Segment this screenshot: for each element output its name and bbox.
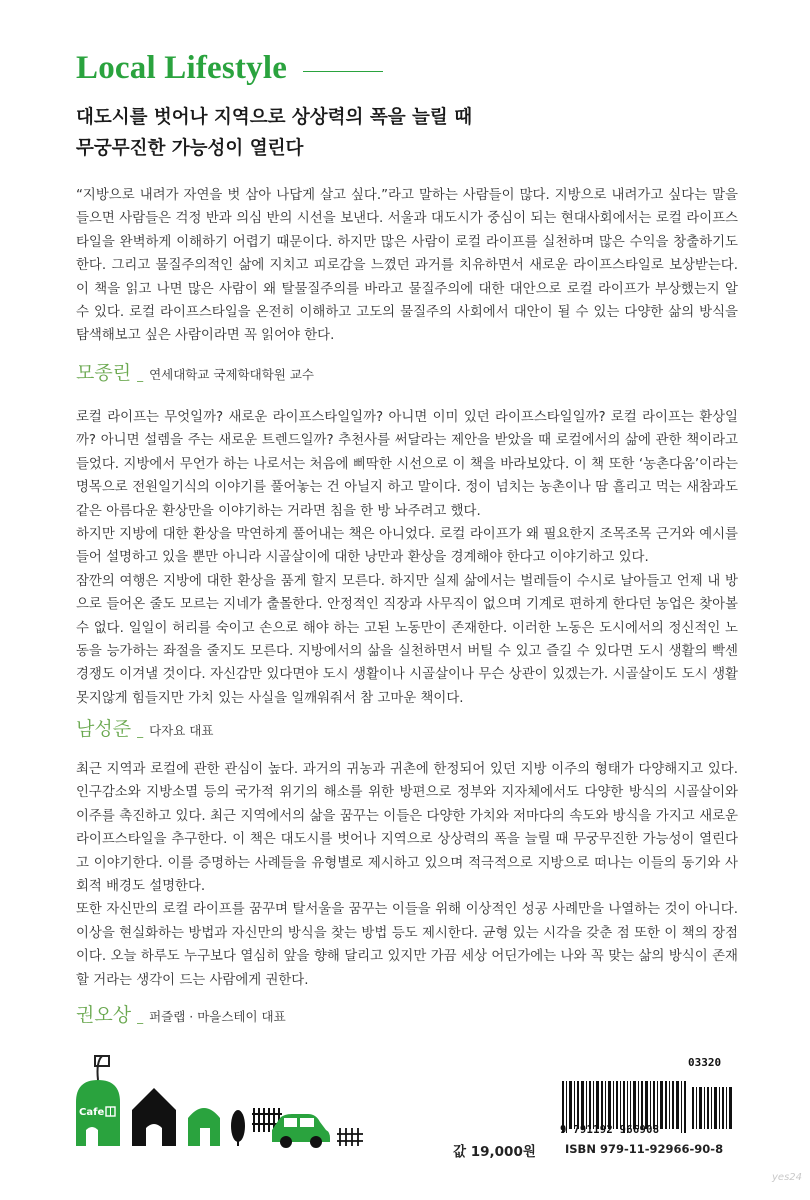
review-2-paragraph: 하지만 지방에 대한 환상을 막연하게 풀어내는 책은 아니었다. 로컬 라이프가 왜 필요한지 조목조목 근거와 예시를 들어 설명하고 있을 뿐만 아니라 시골살이에 대한 낭만과 환상을 경계해야 한다고 이야기하고 있다. — [76, 527, 738, 566]
book-title: Local Lifestyle — [76, 50, 288, 86]
signature-separator: _ — [137, 724, 144, 738]
review-2-paragraph: 잠깐의 여행은 지방에 대한 환상을 품게 할지 모른다. 하지만 실제 삶에서는 벌레들이 수시로 날아들고 언제 내 방으로 들어온 줄도 모르는 지네가 출몰한다. 안정적인 직장과 사무직이 없으며 기계로 편하게 한다던 농업은 찾아볼 수 없다. 일일이 허리를 숙이고 손으로 해야 하는 고된 노동만이 존재한다. 이러한 노동은 도시에서의 정신적인 노동을 능가하는 좌절을 줄지도 모른다. 지방에서의 삶을 실천하면서 버틸 수 있고 즐길 수 있다면 도시 생활의 빡센 경쟁도 이겨낼 것이다. 자신감만 있다면야 도시 생활이나 시골살이나 무슨 상관이 있겠는가. 시골살이도 도시 생활 못지않게 힘들지만 가치 있는 사실을 일깨워줘서 참 고마운 책이다. — [76, 573, 738, 706]
review-2-paragraph: 로컬 라이프는 무엇일까? 새로운 라이프스타일일까? 아니면 이미 있던 라이프스타일일까? 로컬 라이프는 환상일까? 아니면 설렘을 주는 새로운 트렌드일까? 추천사를 써달라는 제안을 받았을 때 로컬에서의 삶에 관한 책이라고 들었다. 지방에서 무언가 하는 나로서는 처음에 삐딱한 시선으로 이 책을 바라보았다. 이 책 또한 ‘농촌다움’이라는 명목으로 전원일기식의 이야기를 풀어놓는 건 아닐지 하고 말이다. 정이 넘치는 농촌이나 땀 흘리고 먹는 새참과도 같은 아름다운 환상만을 이야기하는 거라면 침을 한 방 놔주려고 했다. — [76, 410, 738, 519]
review-3-text — [76, 758, 738, 992]
watermark: yes24 — [772, 1172, 803, 1183]
reviewer-name: 권오상 — [76, 1004, 132, 1026]
barcode-addon: 03320 — [688, 1056, 722, 1069]
barcode-number: 9 791192 966908 — [560, 1124, 660, 1136]
review-1-paragraph: “지방으로 내려가 자연을 벗 삼아 나답게 살고 싶다.”라고 말하는 사람들이 많다. 지방으로 내려가고 싶다는 말을 들으면 사람들은 걱정 반과 의심 반의 시선을 보낸다. 서울과 대도시가 중심이 되는 현대사회에서는 로컬 라이프스타일을 완벽하게 이해하기 어렵기 때문이다. 하지만 많은 사람이 로컬 라이프를 실천하며 많은 수익을 창출하기도 한다. 그리고 물질주의적인 삶에 지치고 피로감을 느꼈던 과거를 치유하면서 새로운 라이프스타일로 보상받는다. 이 책을 읽고 나면 많은 사람이 왜 탈물질주의를 바라고 물질주의에 대한 대안으로 로컬 라이프가 부상했는지 알 수 있다. 로컬 라이프스타일을 온전히 이해하고 고도의 물질주의 사회에서 대안이 될 수 있는 다양한 삶의 방식을 탐색해보고 싶은 사람이라면 꼭 읽어야 한다. — [76, 188, 738, 344]
review-3-paragraph: 최근 지역과 로컬에 관한 관심이 높다. 과거의 귀농과 귀촌에 한정되어 있던 지방 이주의 형태가 다양해지고 있다. 인구감소와 지방소멸 등의 국가적 위기의 해소를 위한 방편으로 정부와 지자체에서도 다양한 방식의 시골살이와 이주를 촉진하고 있다. 최근 지역에서의 삶을 꿈꾸는 이들은 다양한 가치와 저마다의 속도와 방식을 가지고 새로운 라이프스타일을 추구한다. 이 책은 대도시를 벗어나 지역으로 상상력의 폭을 늘릴 때 무궁무진한 가능성이 열린다고 이야기한다. 이를 증명하는 사례들을 유형별로 제시하고 있으며 적극적으로 지방으로 떠나는 이들의 동기와 사회적 배경도 설명한다. — [76, 762, 738, 895]
title-row — [76, 50, 383, 87]
review-2-signature — [76, 714, 213, 741]
small-fence-icon — [337, 1128, 363, 1146]
green-house-icon — [188, 1108, 220, 1146]
signature-separator: _ — [137, 368, 144, 382]
headline-line-1: 대도시를 벗어나 지역으로 상상력의 폭을 늘릴 때 — [76, 107, 473, 128]
black-house-icon — [132, 1088, 176, 1146]
review-2-text — [76, 406, 738, 710]
cafe-sign-text: Cafe — [79, 1107, 105, 1118]
title-divider — [303, 71, 383, 72]
review-1-signature — [76, 358, 314, 385]
review-1-text — [76, 184, 738, 348]
price-label: 값 19,000원 — [453, 1144, 536, 1160]
reviewer-name: 모종린 — [76, 362, 132, 384]
village-illustration — [76, 1052, 376, 1152]
reviewer-role: 퍼즐랩 · 마을스테이 대표 — [149, 1009, 286, 1024]
review-3-signature — [76, 1000, 286, 1027]
tree-icon — [231, 1110, 245, 1146]
car-icon — [272, 1114, 330, 1148]
isbn-label: ISBN 979-11-92966-90-8 — [565, 1142, 724, 1156]
reviewer-role: 연세대학교 국제학대학원 교수 — [149, 367, 314, 382]
cafe-building-icon — [76, 1056, 120, 1146]
review-3-paragraph: 또한 자신만의 로컬 라이프를 꿈꾸며 탈서울을 꿈꾸는 이들을 위해 이상적인 성공 사례만을 나열하는 것이 아니다. 이상을 현실화하는 방법과 자신만의 방식을 찾는 방법 등도 제시한다. 균형 있는 시각을 갖춘 점 또한 이 책의 장점이다. 오늘 하루도 누구보다 열심히 앞을 향해 달리고 있지만 가끔 세상 어딘가에는 나와 꼭 맞는 삶의 방식이 존재할 거라는 생각이 드는 사람에게 권한다. — [76, 902, 738, 988]
headline — [76, 102, 472, 164]
reviewer-name: 남성준 — [76, 718, 132, 740]
reviewer-role: 다자요 대표 — [149, 723, 214, 738]
signature-separator: _ — [137, 1010, 144, 1024]
headline-line-2: 무궁무진한 가능성이 열린다 — [76, 138, 304, 159]
